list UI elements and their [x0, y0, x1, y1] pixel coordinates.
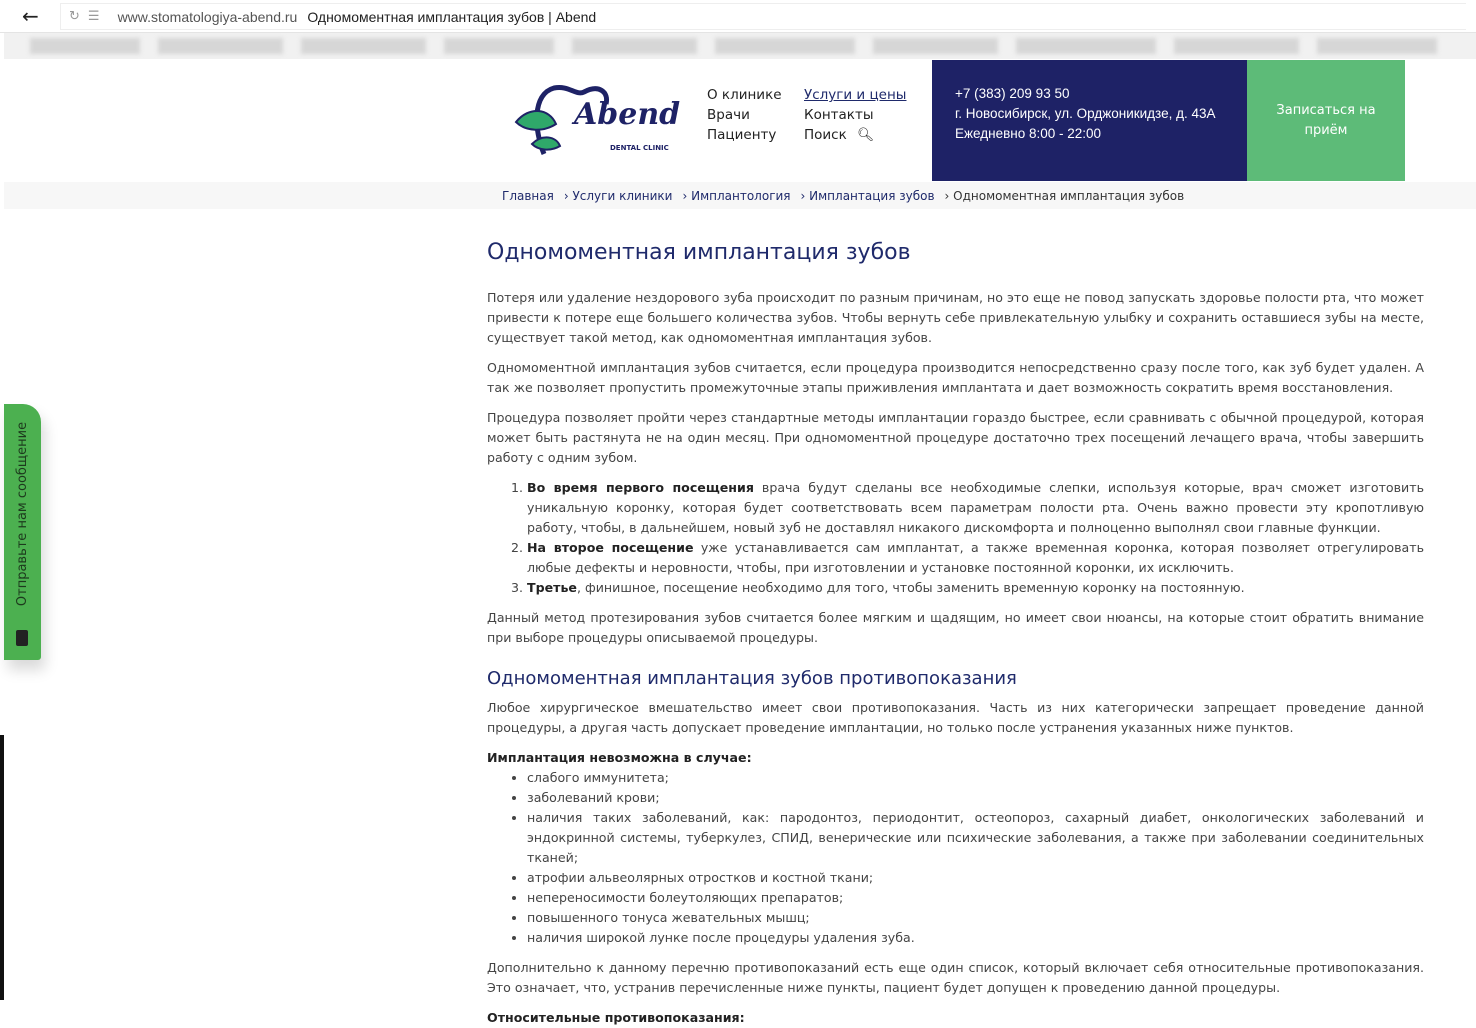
breadcrumb-implantology[interactable]: Имплантология [691, 188, 791, 203]
bookmarks-bar [4, 33, 1476, 59]
page-title-text: Одномоментная имплантация зубов | Abend [307, 8, 597, 25]
list-item: • наличия широкой лунке после процедуры удаления зуба. [527, 928, 1424, 948]
paragraph: Потеря или удаление нездорового зуба происходит по разным причинам, но это еще не повод запускать здоровье полости рта, что может привести к потере еще большего количества зубов. Чтобы вернуть себе привлекательную улыбку и сохранить оставшиеся зубы на месте, существует такой метод, как одномоментная имплантация зубов. [487, 290, 1424, 345]
list-item: 1. Во время первого посещения врача будут сделаны все необходимые слепки, используя которые, врач сможет изготовить уникальную коронку, которая будет соответствовать всем параметрам полости рта. Очень важно провести эту кропотливую работу, чтобы, в дальнейшем, новый зуб не доставлял никакого дискомфорта и полноценно выполнял свои главные функции. [527, 478, 1424, 538]
breadcrumb: Главная › Услуги клиники › Имплантология › Имплантация зубов › Одномоментная имплантация зубов [4, 182, 1476, 209]
edge-strip [0, 735, 4, 1000]
widget-label: Отправьте нам сообщение [15, 421, 30, 607]
list-item: • непереносимости болеутоляющих препаратов; [527, 888, 1424, 908]
nav-search[interactable] [804, 125, 906, 145]
url-text: www.stomatologiya-abend.ru [117, 8, 298, 25]
hours: Ежедневно 8:00 - 22:00 [955, 126, 1102, 141]
search-icon: 🔍︎ [857, 127, 875, 143]
subheading: Имплантация невозможна в случае: [487, 750, 752, 765]
nav-contacts[interactable]: Контакты [804, 107, 874, 123]
list-item: • заболеваний крови; [527, 788, 1424, 808]
breadcrumb-services[interactable]: Услуги клиники [572, 188, 673, 203]
nav-about[interactable]: О клинике [707, 87, 782, 103]
phone[interactable]: +7 (383) 209 93 50 [955, 86, 1070, 101]
nav-search-label: Поиск [804, 127, 847, 143]
breadcrumb-implantation[interactable]: Имплантация зубов [809, 188, 935, 203]
nav-doctors[interactable]: Врачи [707, 107, 750, 123]
visit-steps [527, 478, 1424, 598]
logo-subtext: DENTAL CLINIC [610, 144, 669, 152]
paragraph: Данный метод протезирования зубов считается более мягким и щадящим, но имеет свои нюансы, на которые стоит обратить внимание при выборе процедуры описываемой процедуры. [487, 610, 1424, 645]
book-appointment-button[interactable]: Записаться на приём [1247, 60, 1405, 181]
site-header [4, 60, 1476, 182]
send-message-widget[interactable] [4, 404, 41, 660]
browser-toolbar [0, 0, 1476, 33]
list-item: • слабого иммунитета; [527, 768, 1424, 788]
reader-icon[interactable]: ☰ [87, 9, 100, 24]
address: г. Новосибирск, ул. Орджоникидзе, д. 43А [955, 106, 1216, 121]
mail-icon [16, 630, 28, 646]
paragraph: Любое хирургическое вмешательство имеет свои противопоказания. Часть из них категорически запрещает проведение данной процедуры, а другая часть допускает проведение имплантации, но только после устранения указанных ниже пунктов. [487, 700, 1424, 735]
list-item: • наличия таких заболеваний, как: пародонтоз, периодонтит, остеопороз, сахарный диабет, онкологических заболеваний и эндокринной системы, туберкулез, СПИД, венерические или психические заболевания, а также при заболевании соединительных тканей; [527, 808, 1424, 868]
list-item: • повышенного тонуса жевательных мышц; [527, 908, 1424, 928]
address-bar[interactable] [60, 3, 1466, 30]
nav-services[interactable]: Услуги и цены [804, 87, 907, 103]
paragraph: Дополнительно к данному перечню противопоказаний есть еще один список, который включает себя относительные противопоказания. Это означает, что, устранив перечисленные ниже пункты, пациент будет допущен к проведению данной процедуры. [487, 960, 1424, 995]
back-arrow-icon[interactable]: ← [22, 4, 39, 28]
logo[interactable] [514, 82, 689, 162]
paragraph: Одномоментной имплантация зубов считается, если процедура производится непосредственно сразу после того, как зуб будет удален. А так же позволяет пропустить промежуточные этапы приживления имплантата и дает возможность сократить время восстановления. [487, 360, 1424, 395]
list-item: 2. На второе посещение уже устанавливается сам имплантат, а также временная коронка, которая позволяет отрегулировать любые дефекты и неровности, чтобы, при изготовлении и установке постоянной коронки, их исключить. [527, 538, 1424, 578]
nav-patient[interactable]: Пациенту [707, 127, 777, 143]
nav-column-1 [707, 85, 782, 145]
contraindications-list [527, 768, 1424, 948]
section-heading: Одномоментная имплантация зубов противопоказания [487, 668, 1017, 689]
article-title: Одномоментная имплантация зубов [487, 240, 911, 265]
breadcrumb-home[interactable]: Главная [502, 188, 554, 203]
breadcrumb-current: Одномоментная имплантация зубов [953, 188, 1185, 203]
reload-icon[interactable]: ↻ [69, 9, 80, 24]
article [487, 238, 1424, 1028]
contact-box [932, 60, 1247, 181]
list-item: 3. Третье, финишное, посещение необходимо для того, чтобы заменить временную коронку на постоянную. [527, 578, 1424, 598]
paragraph: Процедура позволяет пройти через стандартные методы имплантации гораздо быстрее, если сравнивать с обычной процедурой, которая может быть растянута не на один месяц. При одномоментной процедуре достаточно трех посещений лечащего врача, чтобы завершить работу с одним зубом. [487, 410, 1424, 465]
list-item: • атрофии альвеолярных отростков и костной ткани; [527, 868, 1424, 888]
nav-column-2 [804, 85, 906, 145]
subheading: Относительные противопоказания: [487, 1010, 745, 1025]
logo-text: Abend [574, 97, 681, 132]
